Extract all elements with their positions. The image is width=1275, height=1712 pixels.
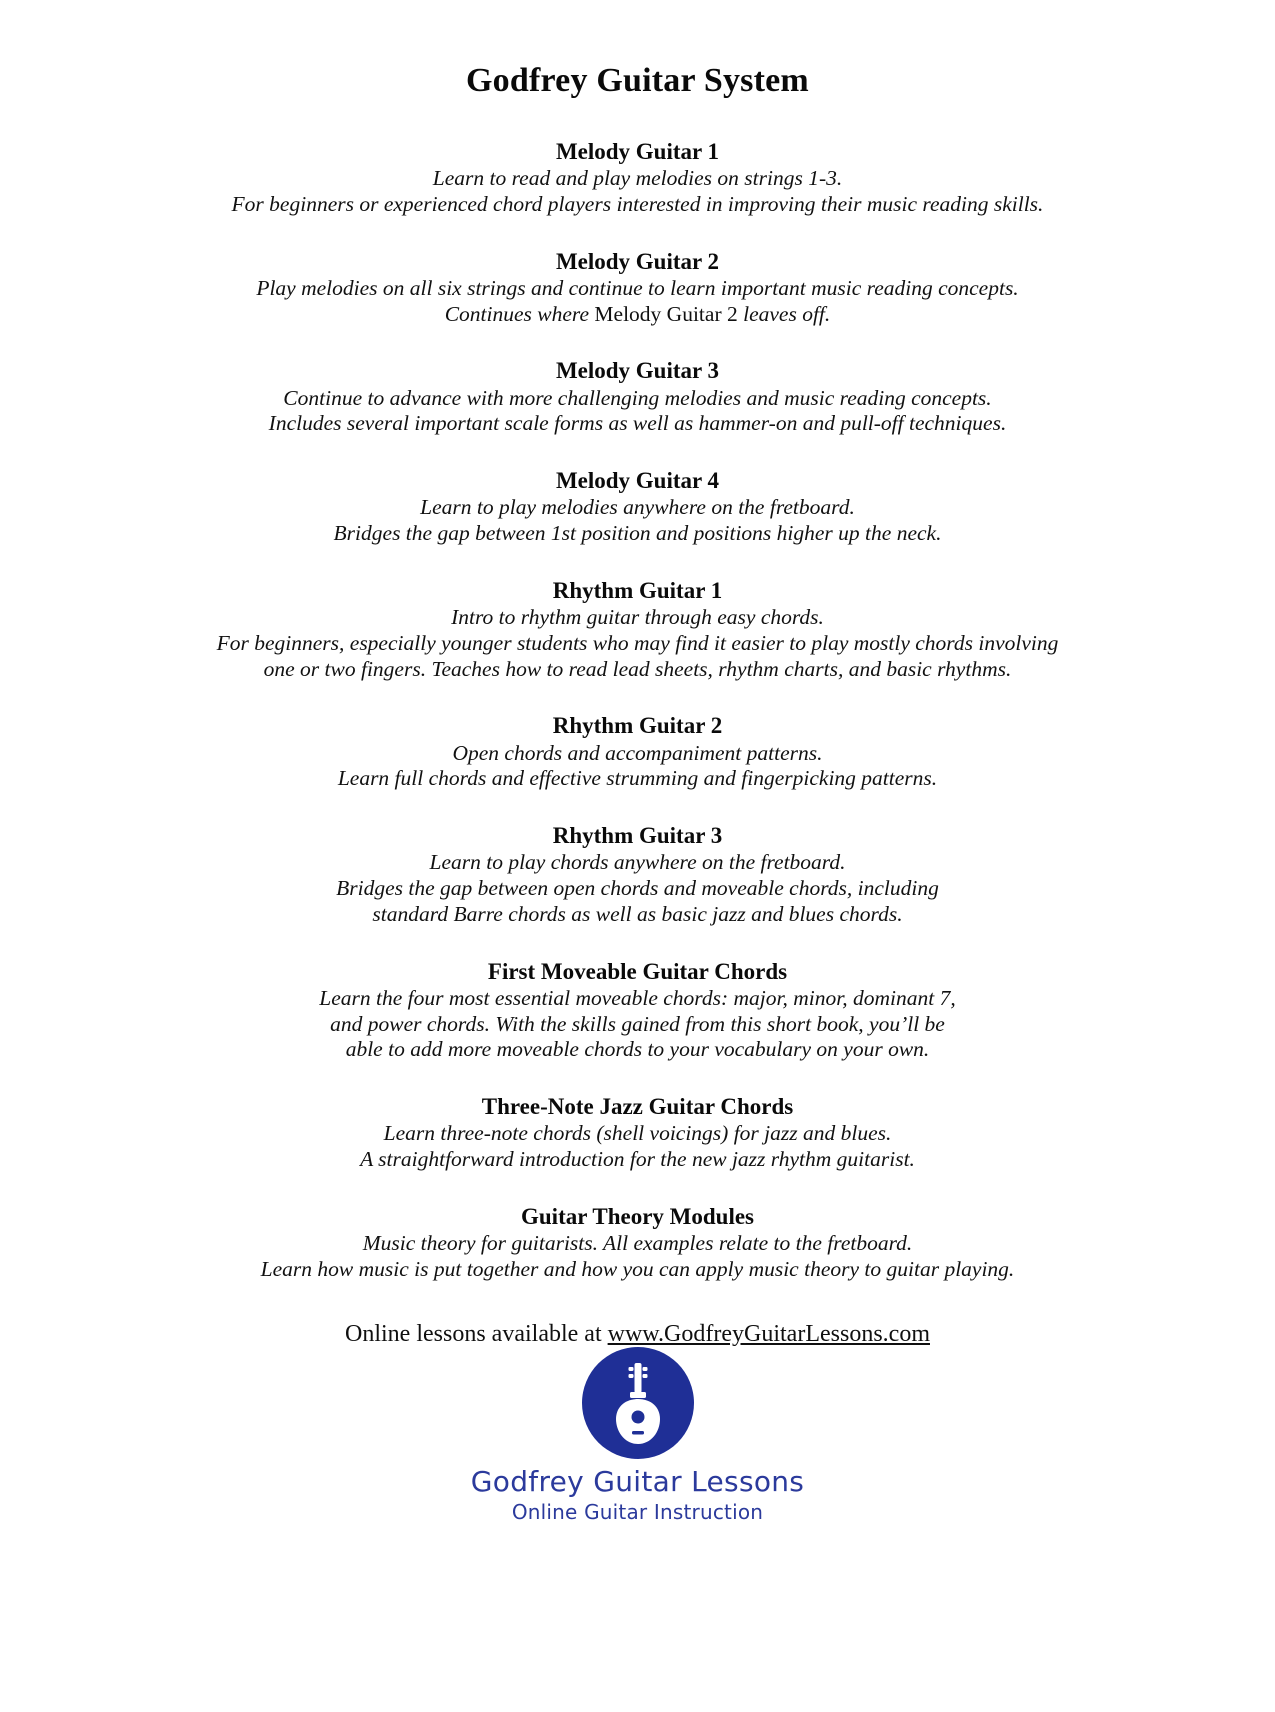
section-line: Continue to advance with more challenging melodies and music reading concepts. <box>283 385 992 410</box>
section-body <box>120 986 1155 1063</box>
section-line: Intro to rhythm guitar through easy chords. <box>451 605 824 629</box>
document-page <box>0 62 1275 1712</box>
section-title: Melody Guitar 2 <box>555 248 720 274</box>
section-melody-guitar-3 <box>120 357 1155 437</box>
section-melody-guitar-1 <box>120 138 1155 218</box>
section-melody-guitar-2 <box>120 248 1155 328</box>
mixed-italic-suffix: leaves off. <box>737 301 831 326</box>
section-line: For beginners, especially younger students who may find it easier to play mostly chords involving <box>216 630 1059 655</box>
page-title: Godfrey Guitar System <box>466 62 809 99</box>
section-title: Melody Guitar 4 <box>555 468 720 494</box>
section-line: Learn three-note chords (shell voicings) for jazz and blues. <box>383 1121 892 1146</box>
section-line: Learn to play melodies anywhere on the fretboard. <box>420 495 855 520</box>
logo-subtitle: Online Guitar Instruction <box>511 1500 764 1524</box>
section-title: Melody Guitar 1 <box>555 139 720 164</box>
online-lessons-line <box>120 1321 1155 1348</box>
section-line: Bridges the gap between open chords and moveable chords, including <box>336 876 939 901</box>
guitar-in-circle-icon <box>582 1347 694 1459</box>
section-line: Bridges the gap between 1st position and positions higher up the neck. <box>333 521 942 546</box>
section-line: and power chords. With the skills gained from this short book, you’ll be <box>330 1011 945 1036</box>
section-line: one or two fingers. Teaches how to read lead sheets, rhythm charts, and basic rhythms. <box>263 656 1012 681</box>
section-title: Rhythm Guitar 3 <box>552 823 723 849</box>
section-line: able to add more moveable chords to your vocabulary on your own. <box>345 1037 930 1062</box>
section-body <box>120 741 1155 793</box>
section-three-note-jazz-guitar-chords <box>120 1093 1155 1173</box>
section-line: Learn the four most essential moveable chords: major, minor, dominant 7, <box>319 985 956 1010</box>
section-line: standard Barre chords as well as basic jazz and blues chords. <box>372 901 903 926</box>
section-body <box>120 1121 1155 1173</box>
section-line: Music theory for guitarists. All examples relate to the fretboard. <box>362 1230 913 1255</box>
section-body <box>120 166 1155 218</box>
section-line: Learn how music is put together and how you can apply music theory to guitar playing. <box>260 1256 1015 1281</box>
section-line: Learn full chords and effective strumming and fingerpicking patterns. <box>337 766 938 791</box>
section-line: Open chords and accompaniment patterns. <box>452 740 823 765</box>
section-body <box>120 850 1155 927</box>
section-title: Melody Guitar 3 <box>555 358 720 384</box>
section-body <box>120 276 1155 328</box>
section-rhythm-guitar-2 <box>120 712 1155 792</box>
mixed-normal-middle: Melody Guitar 2 <box>594 301 738 326</box>
section-body <box>120 386 1155 438</box>
section-line: For beginners or experienced chord players interested in improving their music reading skills. <box>231 191 1044 216</box>
online-lessons-prefix: Online lessons available at <box>345 1320 608 1347</box>
section-line: A straightforward introduction for the new jazz rhythm guitarist. <box>360 1147 915 1172</box>
mixed-italic-prefix: Continues where <box>444 301 595 326</box>
section-line-mixed <box>120 302 1155 328</box>
section-melody-guitar-4 <box>120 467 1155 547</box>
section-title: Guitar Theory Modules <box>521 1203 754 1229</box>
section-rhythm-guitar-1 <box>120 577 1155 683</box>
section-body <box>120 605 1155 682</box>
section-body <box>120 1231 1155 1283</box>
section-rhythm-guitar-3 <box>120 822 1155 928</box>
section-line: Learn to read and play melodies on strings 1-3. <box>432 166 843 191</box>
section-title: Three-Note Jazz Guitar Chords <box>481 1094 794 1120</box>
section-first-moveable-guitar-chords <box>120 958 1155 1064</box>
section-line: Learn to play chords anywhere on the fretboard. <box>429 850 846 875</box>
section-guitar-theory-modules <box>120 1203 1155 1283</box>
section-line: Includes several important scale forms as well as hammer-on and pull-off techniques. <box>268 411 1007 436</box>
section-title: Rhythm Guitar 2 <box>552 713 723 739</box>
logo-block <box>0 1347 1275 1524</box>
website-link[interactable]: www.GodfreyGuitarLessons.com <box>607 1320 930 1347</box>
section-title: First Moveable Guitar Chords <box>487 958 788 984</box>
section-line: Play melodies on all six strings and continue to learn important music reading concepts. <box>256 275 1019 300</box>
section-title: Rhythm Guitar 1 <box>552 577 723 603</box>
section-body <box>120 495 1155 547</box>
logo-name: Godfrey Guitar Lessons <box>470 1465 805 1498</box>
